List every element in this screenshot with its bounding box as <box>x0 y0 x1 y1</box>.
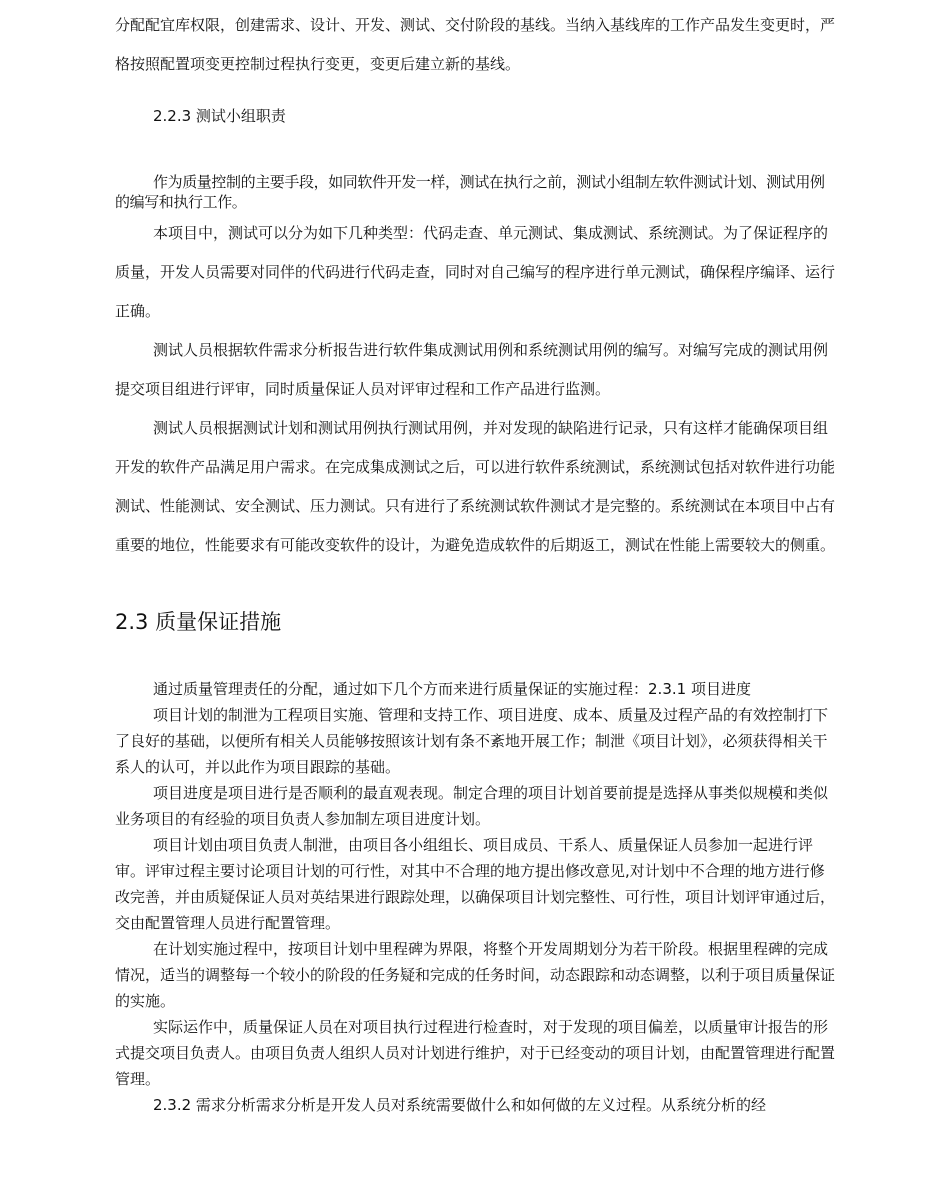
section-2-3-paragraph-2: 项目计划的制泄为工程项目实施、管理和支持工作、项目进度、成本、质量及过程产品的有效控制打下了良好的基础，以便所有相关人员能够按照该计划有条不紊地开展工作；制泄《项目计划》，必须获得相关干系人的认可，并以此作为项目跟踪的基础。 <box>115 706 829 776</box>
section-2-3-heading: 2.3 质量保证措施 <box>115 610 282 634</box>
section-2-3-paragraph-7: 2.3.2 需求分析需求分析是开发人员对系统需要做什么和如何做的左义过程。从系统分析的经 <box>153 1096 766 1114</box>
intro-paragraph: 分配配宜库权限，创建需求、设计、开发、测试、交付阶段的基线。当纳入基线库的工作产品发生变更时，严格按照配置项变更控制过程执行变更，变更后建立新的基线。 <box>115 16 836 73</box>
section-2-2-3-paragraph-3: 测试人员根据软件需求分析报告进行软件集成测试用例和系统测试用例的编写。对编写完成的测试用例提交项目组进行评审，同时质量保证人员对评审过程和工作产品进行监测。 <box>115 341 829 398</box>
section-2-2-3-heading: 2.2.3 测试小组职责 <box>153 107 286 125</box>
section-2-3-paragraph-1: 通过质量管理责任的分配，通过如下几个方而来进行质量保证的实施过程：2.3.1 项目进度 <box>153 680 751 698</box>
document-page <box>115 0 837 1118</box>
section-2-3-paragraph-4: 项目计划由项目负责人制泄，由项目各小组组长、项目成员、干系人、质量保证人员参加一起进行评审。评审过程主要讨论项目计划的可行性，对其中不合理的地方提出修改意见,对计划中不合理的地方进行修改完善，并由质疑保证人员对英结果进行跟踪处理，以确保项目计划完整性、可行性，项目计划评审通过后，交由配置管理人员进行配置管理。 <box>115 836 836 932</box>
section-2-3-paragraph-5: 在计划实施过程中，按项目计划中里程碑为界限，将整个开发周期划分为若干阶段。根据里程碑的完成情况，适当的调整每一个较小的阶段的任务疑和完成的任务时间，动态跟踪和动态调整，以利于项目质量保证的实施。 <box>115 940 836 1010</box>
section-2-3-paragraph-3: 项目进度是项目进行是否顺利的最直观表现。制定合理的项目计划首要前提是选择从事类似规模和类似业务项目的有经验的项目负责人参加制左项目进度计划。 <box>115 784 829 828</box>
section-2-3-paragraph-6: 实际运作中，质量保证人员在对项目执行过程进行检查时，对于发现的项目偏差，以质量审计报告的形式提交项目负责人。由项目负责人组织人员对计划进行维护，对于已经变动的项目计划，由配置管理进行配置管理。 <box>115 1018 836 1088</box>
section-2-2-3-paragraph-4: 测试人员根据测试计划和测试用例执行测试用例，并对发现的缺陷进行记录，只有这样才能确保项目组开发的软件产品满足用户需求。在完成集成测试之后，可以进行软件系统测试，系统测试包括对软件进行功能测试、性能测试、安全测试、压力测试。只有进行了系统测试软件测试才是完整的。系统测试在本项目中占有重要的地位，性能要求有可能改变软件的设计，为避免造成软件的后期返工，测试在性能上需要较大的侧重。 <box>115 419 836 554</box>
section-2-2-3-paragraph-1: 作为质量控制的主要手段，如同软件开发一样，测试在执行之前，测试小组制左软件测试计划、测试用例的编写和执行工作。 <box>115 173 825 211</box>
section-2-2-3-paragraph-2: 本项目中，测试可以分为如下几种类型：代码走查、单元测试、集成测试、系统测试。为了保证程序的质量，开发人员需要对同伴的代码进行代码走查，同时对自己编写的程序进行单元测试，确保程序编译、运行正确。 <box>115 224 836 320</box>
